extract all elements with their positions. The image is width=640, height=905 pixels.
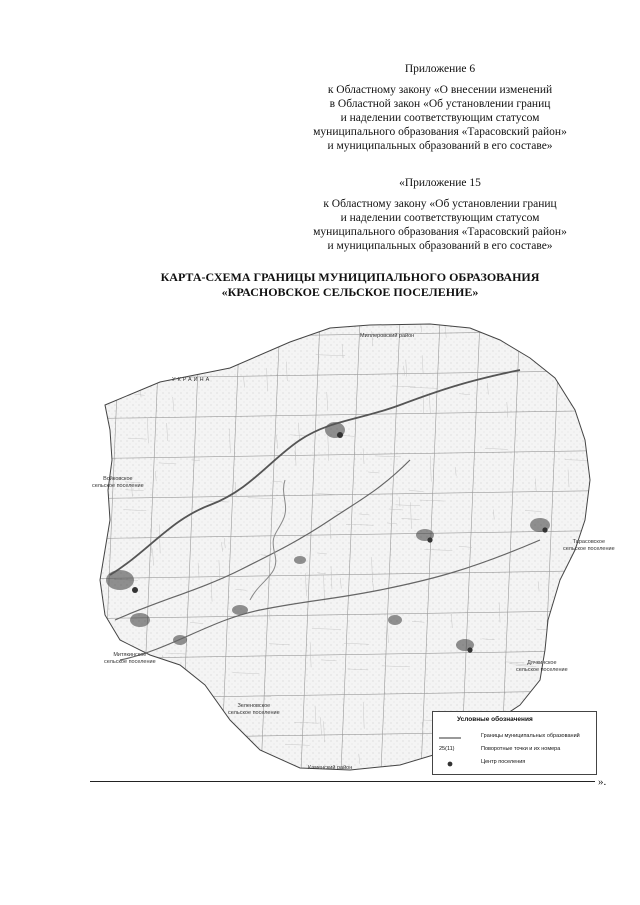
closing-quote: ». [598,776,607,788]
label-southwest-settlement: Митякинское сельское поселение [104,652,156,665]
boundary-line-icon [439,735,461,741]
label-south-settlement: Зеленовское сельское поселение [228,703,280,716]
legend-title: Условные обозначения [457,716,533,723]
legend-item-boundary [439,733,594,742]
appendix15-line: и муниципальных образований в его составе» [327,240,553,252]
appendix-line: в Областной закон «Об установлении границ [329,98,551,110]
appendix-line: и муниципальных образований в его составе» [327,140,553,152]
map-legend [432,711,597,775]
appendix-15-header [0,176,640,253]
closing-rule [90,781,595,782]
appendix-line: муниципального образования «Тарасовский район» [313,126,567,138]
appendix15-line: к Областному закону «Об установлении границ [323,198,557,210]
appendix15-line: муниципального образования «Тарасовский район» [313,226,567,238]
appendix-line: к Областному закону «О внесении изменений [327,84,553,96]
legend-item-text: Поворотные точки и их номера [481,746,561,752]
legend-item-text: Центр поселения [481,759,526,765]
label-east-settlement: Тарасовское сельское поселение [563,539,615,552]
legend-item-points [439,746,594,755]
label-bottom-district: Каменский район [308,765,353,771]
label-west-settlement: Войковское сельское поселение [92,476,144,489]
label-ukraine: УКРАИНА [172,377,212,383]
appendix-line: Приложение 6 [404,63,476,75]
legend-item-center [439,759,594,768]
point-number-sample: 25(11) [439,746,455,752]
legend-item-text: Границы муниципальных образований [481,733,580,739]
appendix-6-header [0,62,640,153]
map-title-line-2: «КРАСНОВСКОЕ СЕЛЬСКОЕ ПОСЕЛЕНИЕ» [221,285,479,299]
settlement-dot-icon [439,761,461,767]
appendix15-line: «Приложение 15 [399,177,481,189]
appendix-line: и наделении соответствующим статусом [340,112,540,124]
appendix15-line: и наделении соответствующим статусом [340,212,540,224]
map-title [0,270,640,300]
map-title-line-1: КАРТА-СХЕМА ГРАНИЦЫ МУНИЦИПАЛЬНОГО ОБРАЗОВАНИЯ [160,270,540,284]
label-southeast-settlement: Дячкинское сельское поселение [516,660,568,673]
label-north-district: Миллеровский район [360,333,415,339]
